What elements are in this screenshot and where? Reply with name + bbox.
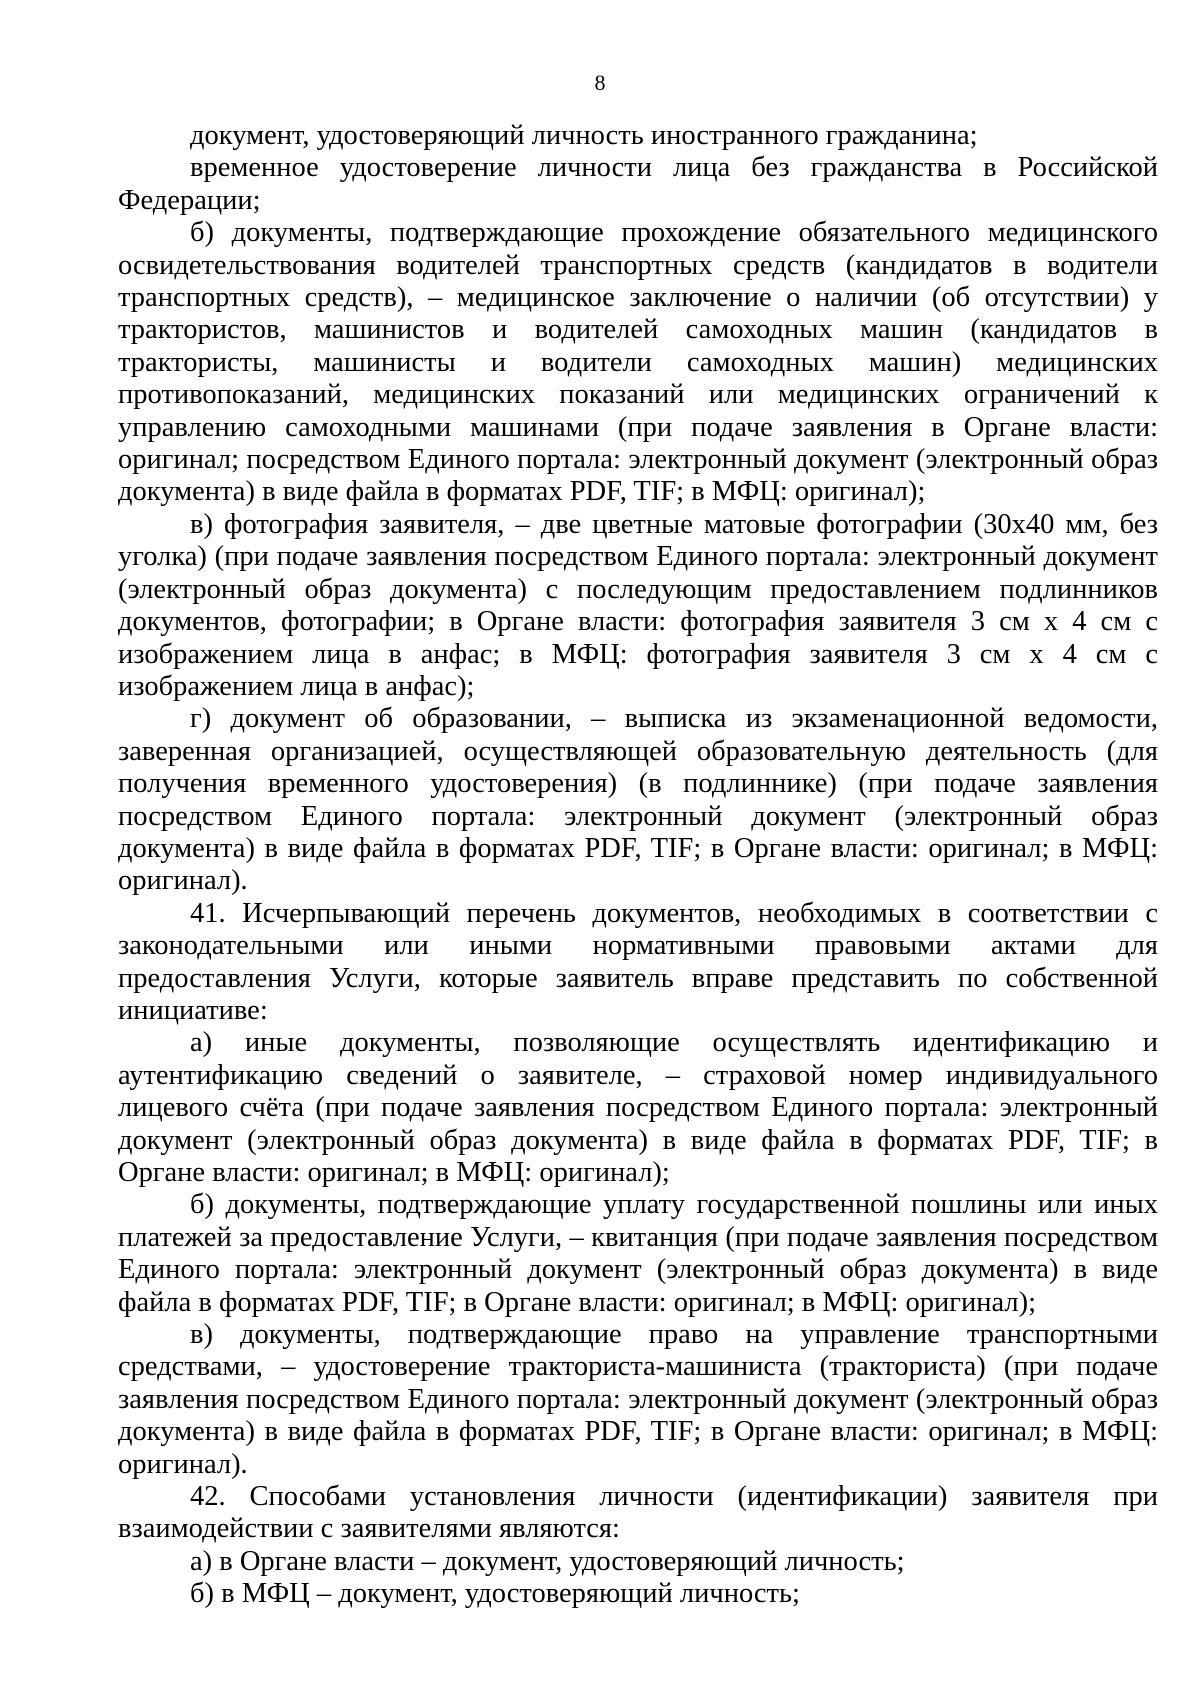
paragraph-item-g-education: г) документ об образовании, – выписка из экзаменационной ведомости, заверенная организацией, осуществляющей образовательную деятельность (для получения временного удостоверения) (в подлиннике) (при подаче заявления посредством Единого портала: электронный документ (электронный образ документа) в виде файла в форматах PDF, TIF; в Органе власти: оригинал; в МФЦ: оригинал). [118,703,1158,897]
paragraph-item-a-authority: а) в Органе власти – документ, удостоверяющий личность; [190,1545,905,1577]
paragraph-item-v-license: в) документы, подтверждающие право на управление транспортными средствами, – удостоверение тракториста-машиниста (тракториста) (при подаче заявления посредством Единого портала: электронный документ (электронный образ документа) в виде файла в форматах PDF, TIF; в Органе власти: оригинал; в МФЦ: оригинал). [118,1319,1158,1480]
paragraph-item-b-medical: б) документы, подтверждающие прохождение обязательного медицинского освидетельствования водителей транспортных средств (кандидатов в водители транспортных средств), – медицинское заключение о наличии (об отсутствии) у трактористов, машинистов и водителей самоходных машин (кандидатов в трактористы, машинисты и водители самоходных машин) медицинских противопоказаний, медицинских показаний или медицинских ограничений к управлению самоходными машинами (при подаче заявления в Органе власти: оригинал; посредством Единого портала: электронный документ (электронный образ документа) в виде файла в форматах PDF, TIF; в МФЦ: оригинал); [118,217,1158,508]
paragraph-clause-42: 42. Способами установления личности (идентификации) заявителя при взаимодействии с заявителями являются: [118,1481,1158,1545]
document-body [118,120,1158,1611]
paragraph-item-b-payment: б) документы, подтверждающие уплату государственной пошлины или иных платежей за предоставление Услуги, – квитанция (при подаче заявления посредством Единого портала: электронный документ (электронный образ документа) в виде файла в форматах PDF, TIF; в Органе власти: оригинал; в МФЦ: оригинал); [118,1189,1158,1318]
paragraph-item-b-mfc: б) в МФЦ – документ, удостоверяющий личность; [190,1578,800,1610]
paragraph-item-a-identification: а) иные документы, позволяющие осуществлять идентификацию и аутентификацию сведений о заявителе, – страховой номер индивидуального лицевого счёта (при подаче заявления посредством Единого портала: электронный документ (электронный образ документа) в виде файла в форматах PDF, TIF; в Органе власти: оригинал; в МФЦ: оригинал); [118,1027,1158,1188]
paragraph-stateless-id: временное удостоверение личности лица без гражданства в Российской Федерации; [118,152,1158,216]
paragraph-item-v-photo: в) фотография заявителя, – две цветные матовые фотографии (30x40 мм, без уголка) (при подаче заявления посредством Единого портала: электронный документ (электронный образ документа) с последующим предоставлением подлинников документов, фотографии; в Органе власти: фотография заявителя 3 см х 4 см с изображением лица в анфас; в МФЦ: фотография заявителя 3 см х 4 см с изображением лица в анфас); [118,508,1158,702]
paragraph-foreign-id: документ, удостоверяющий личность иностранного гражданина; [190,120,978,151]
paragraph-clause-41: 41. Исчерпывающий перечень документов, необходимых в соответствии с законодательными или иными нормативными правовыми актами для предоставления Услуги, которые заявитель вправе представить по собственной инициативе: [118,897,1158,1026]
page-number: 8 [594,70,606,95]
